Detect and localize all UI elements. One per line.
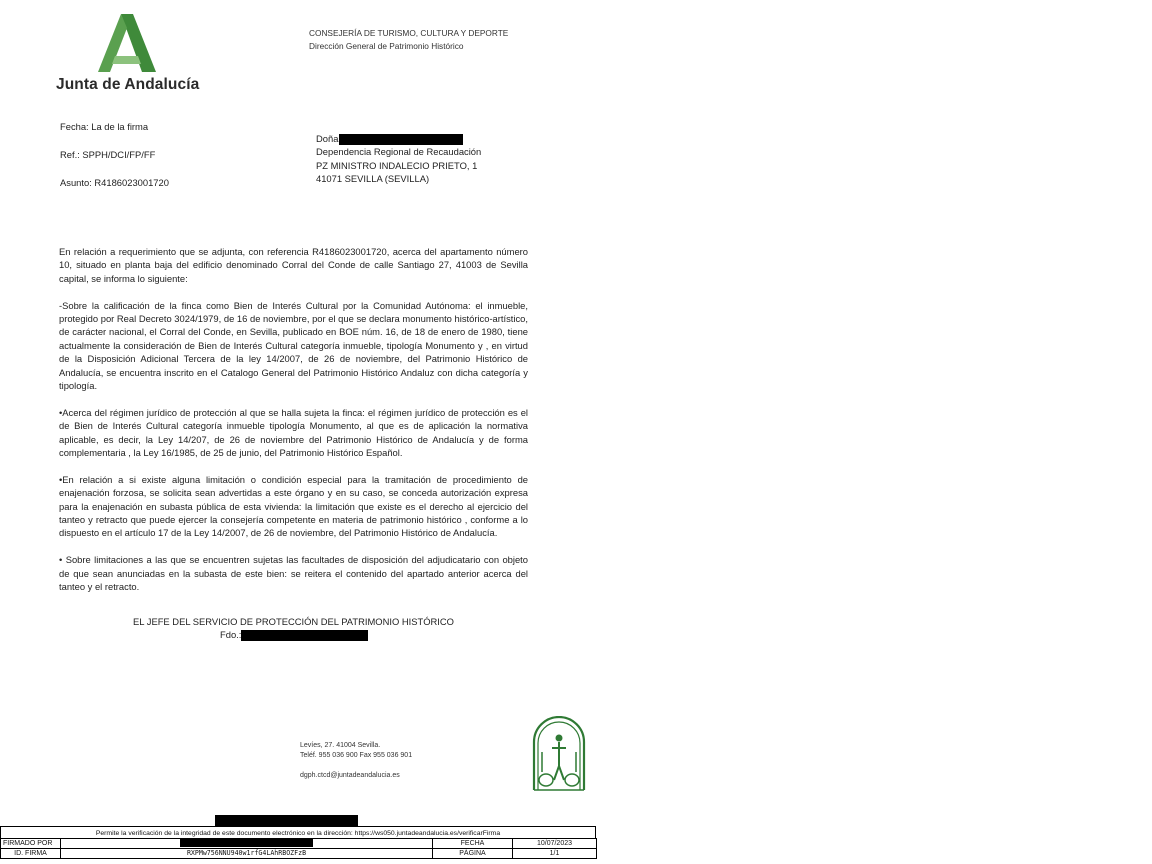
footer-street: Levíes, 27. 41004 Sevilla.	[300, 742, 381, 749]
letter-body	[59, 245, 528, 607]
recipient-name-line	[316, 132, 481, 145]
redaction-bar	[180, 839, 313, 847]
signature-metadata-table	[0, 838, 597, 859]
body-paragraph-1: En relación a requerimiento que se adjunta, con referencia R4186023001720, acerca del apartamento número 10, situado en planta baja del edificio denominado Corral del Conde de calle Santiago 27, 41003 de Sevilla capital, se informa lo siguiente:	[59, 246, 528, 284]
body-paragraph-5: • Sobre limitaciones a las que se encuentren sujetas las facultades de disposición del adjudicatario con objeto de que sean anunciadas en la subasta de este bien: se reitera el contenido del apartado anterior acerca del tanteo y el retracto.	[59, 554, 528, 593]
recipient-address	[316, 132, 481, 185]
footer-phones: Teléf. 955 036 900 Fax 955 036 901	[300, 752, 413, 759]
id-label: ID. FIRMA	[1, 849, 61, 859]
signature-fdo: Fdo.:	[220, 629, 242, 640]
footer-email: dgph.ctcd@juntadeandalucia.es	[300, 772, 400, 779]
recipient-line-3: 41071 SEVILLA (SEVILLA)	[316, 172, 430, 184]
reference-line: Ref.: SPPH/DCI/FP/FF	[60, 149, 156, 160]
table-row	[1, 849, 597, 859]
salutation: Doña	[316, 133, 339, 144]
signature-line	[59, 628, 528, 641]
subject-line: Asunto: R4186023001720	[60, 177, 169, 188]
verification-text: Permite la verificación de la integridad de este documento electrónico en la dirección: https://ws050.juntadeandalucia.es/verificarFirma	[0, 826, 596, 838]
recipient-line-2: PZ MINISTRO INDALECIO PRIETO, 1	[316, 159, 478, 171]
junta-logo-icon	[94, 12, 160, 74]
redaction-bar	[339, 134, 463, 145]
redaction-bar	[215, 815, 358, 826]
directorate-name: Dirección General de Patrimonio Histórico	[309, 41, 464, 51]
logo-text: Junta de Andalucía	[56, 76, 200, 93]
redaction-bar	[241, 630, 368, 641]
verification-table	[0, 826, 596, 859]
id-value: RXPMw756NNU940w1rfG4LAhRBOZFzB	[61, 849, 433, 859]
body-paragraph-2: -Sobre la calificación de la finca como Bien de Interés Cultural por la Comunidad Autónoma: el inmueble, protegido por Real Decreto 3024/1979, de 16 de noviembre, por el que se declara monumento histórico-artístico, de carácter nacional, el Corral del Conde, en Sevilla, publicado en BOE núm. 16, de 18 de enero de 1980, tiene actualmente la consideración de Bien de Interés Cultural categoría inmueble, tipología Monumento y , en virtud de la Disposición Adicional Tercera de la ley 14/2007, de 26 de noviembre, del Patrimonio Histórico de Andalucía, se encuentra inscrito en el Catalogo General del Patrimonio Histórico Andaluz con dicha categoría y tipología.	[59, 299, 528, 392]
andalucia-emblem-icon	[530, 716, 588, 792]
department-header	[309, 27, 508, 53]
fecha-value: 10/07/2023	[513, 839, 597, 849]
signature-title: EL JEFE DEL SERVICIO DE PROTECCIÓN DEL PATRIMONIO HISTÓRICO	[133, 616, 454, 627]
body-paragraph-4: •En relación a si existe alguna limitación o condición especial para la tramitación de procedimiento de enajenación forzosa, se solicita sean advertidas a este órgano y en su caso, se conceda autorización expresa para la enajenación en subasta pública de esta vivienda: la limitación que existe es el derecho al ejercicio del tanteo y retracto que puede ejercer la consejería competente en materia de patrimonio histórico , conforme a lo dispuesto en el artículo 17 de la Ley 14/2007, de 26 de noviembre, del Patrimonio Histórico de Andalucía.	[59, 473, 528, 539]
fecha-label: FECHA	[433, 839, 513, 849]
signature-block	[59, 615, 528, 641]
firmado-label: FIRMADO POR	[1, 839, 61, 849]
footer-address	[300, 741, 412, 781]
pagina-label: PÁGINA	[433, 849, 513, 859]
firmado-value	[61, 839, 433, 849]
department-name: CONSEJERÍA DE TURISMO, CULTURA Y DEPORTE	[309, 28, 509, 38]
recipient-line-1: Dependencia Regional de Recaudación	[316, 146, 482, 158]
pagina-value: 1/1	[513, 849, 597, 859]
body-paragraph-3: •Acerca del régimen jurídico de protección al que se halla sujeta la finca: el régimen jurídico de protección es el de Bien de Interés Cultural categoría inmueble tipología Monumento, al que es de aplicación la normativa aplicable, es decir, la Ley 14/207, de 26 de noviembre del Patrimonio Histórico de Andalucía y de forma complementaria , la Ley 16/1985, de 25 de junio, del Patrimonio Histórico Español.	[59, 406, 528, 459]
date-line: Fecha: La de la firma	[60, 121, 149, 132]
table-row	[1, 839, 597, 849]
